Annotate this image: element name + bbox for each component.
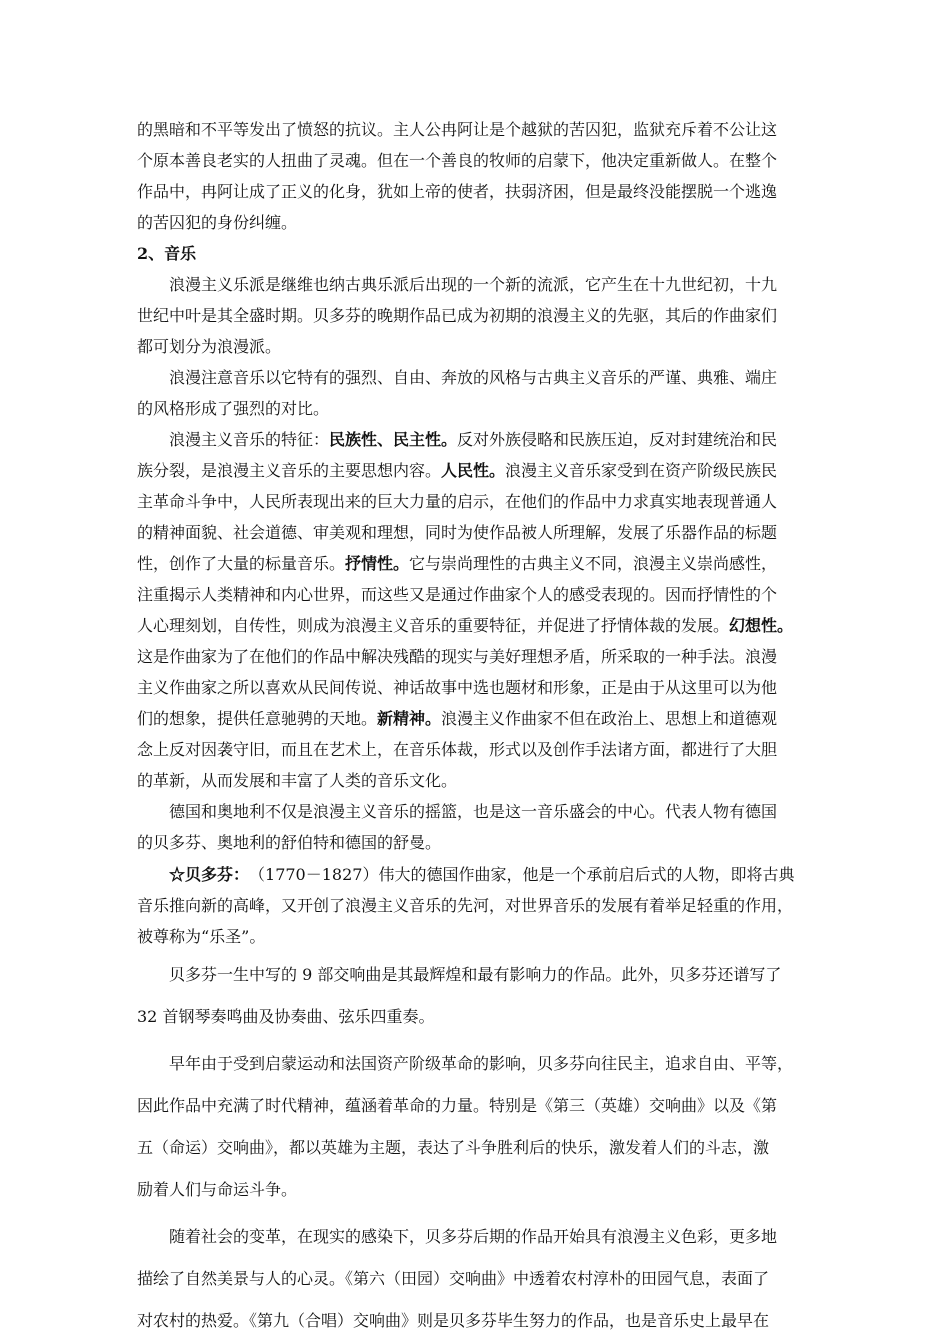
- beethoven-label: ☆贝多芬：: [169, 865, 250, 884]
- paragraph-line: 的苦囚犯的身份纠缠。: [137, 213, 298, 232]
- paragraph-line: 世纪中叶是其全盛时期。贝多芬的晚期作品已成为初期的浪漫主义的先驱，其后的作曲家们: [137, 306, 778, 325]
- paragraph-line: 被尊称为“乐圣”。: [137, 927, 266, 946]
- paragraph-line: 浪漫主义乐派是继维也纳古典乐派后出现的一个新的流派，它产生在十九世纪初，十九: [169, 275, 778, 294]
- paragraph-line: 早年由于受到启蒙运动和法国资产阶级革命的影响，贝多芬向往民主，追求自由、平等，: [169, 1054, 794, 1073]
- paragraph-line: 族分裂，是浪漫主义音乐的主要思想内容。人民性。浪漫主义音乐家受到在资产阶级民族民: [137, 461, 778, 480]
- paragraph-line: 的黑暗和不平等发出了愤怒的抗议。主人公冉阿让是个越狱的苦囚犯，监狱充斥着不公让这: [137, 120, 778, 139]
- paragraph-line: 主革命斗争中，人民所表现出来的巨大力量的启示，在他们的作品中力求真实地表现普通人: [137, 492, 778, 511]
- paragraph-line: 都可划分为浪漫派。: [137, 337, 282, 356]
- paragraph-line: 个原本善良老实的人扭曲了灵魂。但在一个善良的牧师的启蒙下，他决定重新做人。在整个: [137, 151, 778, 170]
- paragraph-line: 贝多芬一生中写的 9 部交响曲是其最辉煌和最有影响力的作品。此外，贝多芬还谱写了: [169, 965, 782, 984]
- paragraph-line: 描绘了自然美景与人的心灵。《第六（田园）交响曲》中透着农村淳朴的田园气息，表面了: [137, 1269, 770, 1288]
- paragraph-line: 随着社会的变革，在现实的感染下，贝多芬后期的作品开始具有浪漫主义色彩，更多地: [169, 1227, 778, 1246]
- term-bold: 人民性。: [441, 461, 506, 480]
- paragraph-line: 的贝多芬、奥地利的舒伯特和德国的舒曼。: [137, 833, 442, 852]
- paragraph-line: 注重揭示人类精神和内心世界，而这些又是通过作曲家个人的感受表现的。因而抒情性的个: [137, 585, 778, 604]
- paragraph-line: 对农村的热爱。《第九（合唱）交响曲》则是贝多芬毕生努力的作品，也是音乐史上最早在: [137, 1311, 770, 1330]
- paragraph-line: 性，创作了大量的标量音乐。抒情性。它与崇尚理性的古典主义不同，浪漫主义崇尚感性，: [137, 554, 778, 573]
- paragraph-line: 主义作曲家之所以喜欢从民间传说、神话故事中选也题材和形象，正是由于从这里可以为他: [137, 678, 778, 697]
- paragraph-line: 五（命运）交响曲》，都以英雄为主题，表达了斗争胜利后的快乐，激发着人们的斗志，激: [137, 1138, 770, 1157]
- paragraph-line: ☆贝多芬：（1770－1827）伟大的德国作曲家，他是一个承前启后式的人物，即将古典: [169, 865, 795, 884]
- term-bold: 民族性、民主性。: [329, 430, 458, 449]
- paragraph-line: 德国和奥地利不仅是浪漫主义音乐的摇篮，也是这一音乐盛会的中心。代表人物有德国: [169, 802, 778, 821]
- paragraph-line: 音乐推向新的高峰，又开创了浪漫主义音乐的先河，对世界音乐的发展有着举足轻重的作用，: [137, 896, 794, 915]
- term-bold: 抒情性。: [345, 554, 410, 573]
- paragraph-line: 32 首钢琴奏鸣曲及协奏曲、弦乐四重奏。: [137, 1007, 435, 1026]
- section-heading: 2、音乐: [137, 244, 197, 263]
- paragraph-line: 的风格形成了强烈的对比。: [137, 399, 330, 418]
- paragraph-line: 的革新，从而发展和丰富了人类的音乐文化。: [137, 771, 458, 790]
- paragraph-line: 这是作曲家为了在他们的作品中解决残酷的现实与美好理想矛盾，所采取的一种手法。浪漫: [137, 647, 778, 666]
- paragraph-line: 因此作品中充满了时代精神，蕴涵着革命的力量。特别是《第三（英雄）交响曲》以及《第: [137, 1096, 778, 1115]
- paragraph-line: 浪漫主义音乐的特征：民族性、民主性。反对外族侵略和民族压迫，反对封建统治和民: [169, 430, 778, 449]
- paragraph-line: 们的想象，提供任意驰骋的天地。新精神。浪漫主义作曲家不但在政治上、思想上和道德观: [137, 709, 778, 728]
- term-bold: 幻想性。: [729, 616, 794, 635]
- paragraph-line: 人心理刻划，自传性，则成为浪漫主义音乐的重要特征，并促进了抒情体裁的发展。幻想性。: [137, 616, 794, 635]
- paragraph-line: 作品中，冉阿让成了正义的化身，犹如上帝的使者，扶弱济困，但是最终没能摆脱一个逃逸: [137, 182, 778, 201]
- paragraph-line: 的精神面貌、社会道德、审美观和理想，同时为使作品被人所理解，发展了乐器作品的标题: [137, 523, 778, 542]
- paragraph-line: 浪漫注意音乐以它特有的强烈、自由、奔放的风格与古典主义音乐的严谨、典雅、端庄: [169, 368, 778, 387]
- paragraph-line: 励着人们与命运斗争。: [137, 1180, 298, 1199]
- paragraph-line: 念上反对因袭守旧，而且在艺术上，在音乐体裁，形式以及创作手法诸方面，都进行了大胆: [137, 740, 778, 759]
- term-bold: 新精神。: [377, 709, 442, 728]
